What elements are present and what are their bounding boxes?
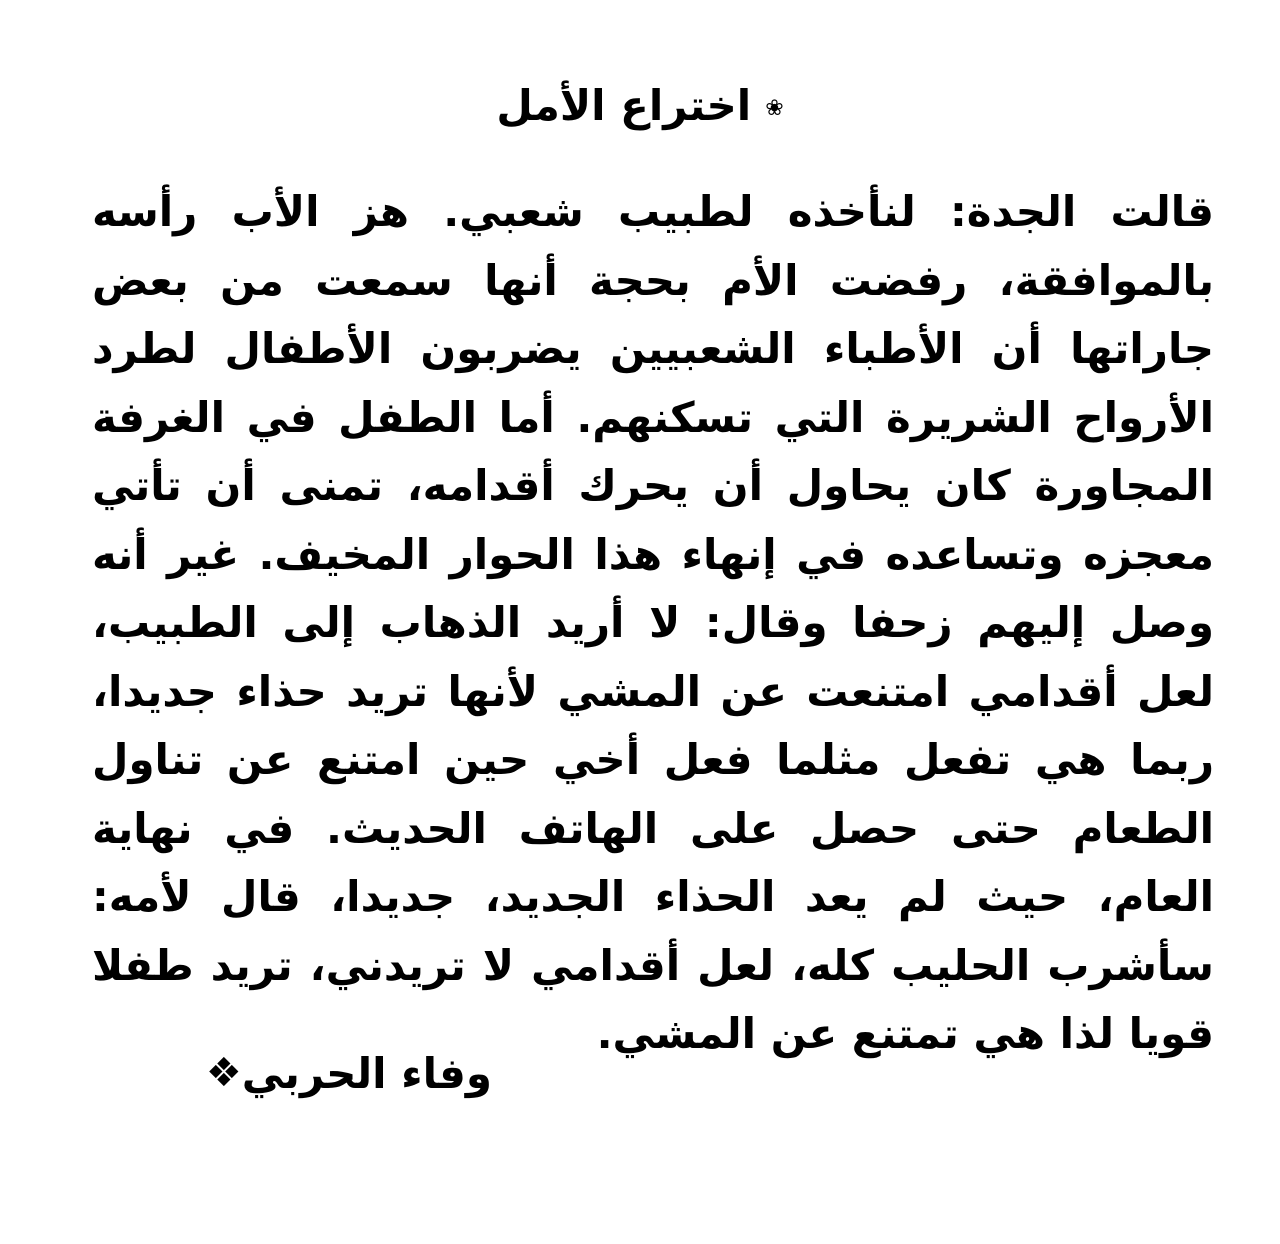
- four-diamonds-icon: ❖: [205, 1050, 242, 1096]
- author-name: وفاء الحربي: [241, 1048, 492, 1098]
- document-title: اختراع الأمل: [496, 81, 752, 130]
- story-body: قالت الجدة: لنأخذه لطبيب شعبي. هز الأب رأسه بالموافقة، رفضت الأم بحجة أنها سمعت من بعض جاراتها أن الأطباء الشعبيين يضربون الأطفال لطرد الأرواح الشريرة التي تسكنهم. أما الطفل في الغرفة المجاورة كان يحاول أن يحرك أقدامه، تمنى أن تأتي معجزه وتساعده في إنهاء هذا الحوار المخيف. غير أنه وصل إليهم زحفا وقال: لا أريد الذهاب إلى الطبيب، لعل أقدامي امتنعت عن المشي لأنها تريد حذاء جديدا، ربما هي تفعل مثلما فعل أخي حين امتنع عن تناول الطعام حتى حصل على الهاتف الحديث. في نهاية العام، حيث لم يعد الحذاء الجديد، جديدا، قال لأمه: سأشرب الحليب كله، لعل أقدامي لا تريدني، تريد طفلا قويا لذا هي تمتنع عن المشي.: [92, 187, 1214, 1058]
- flower-icon: ❀: [765, 95, 784, 121]
- signature-row: [92, 1038, 492, 1108]
- document-title-row: [0, 76, 1280, 139]
